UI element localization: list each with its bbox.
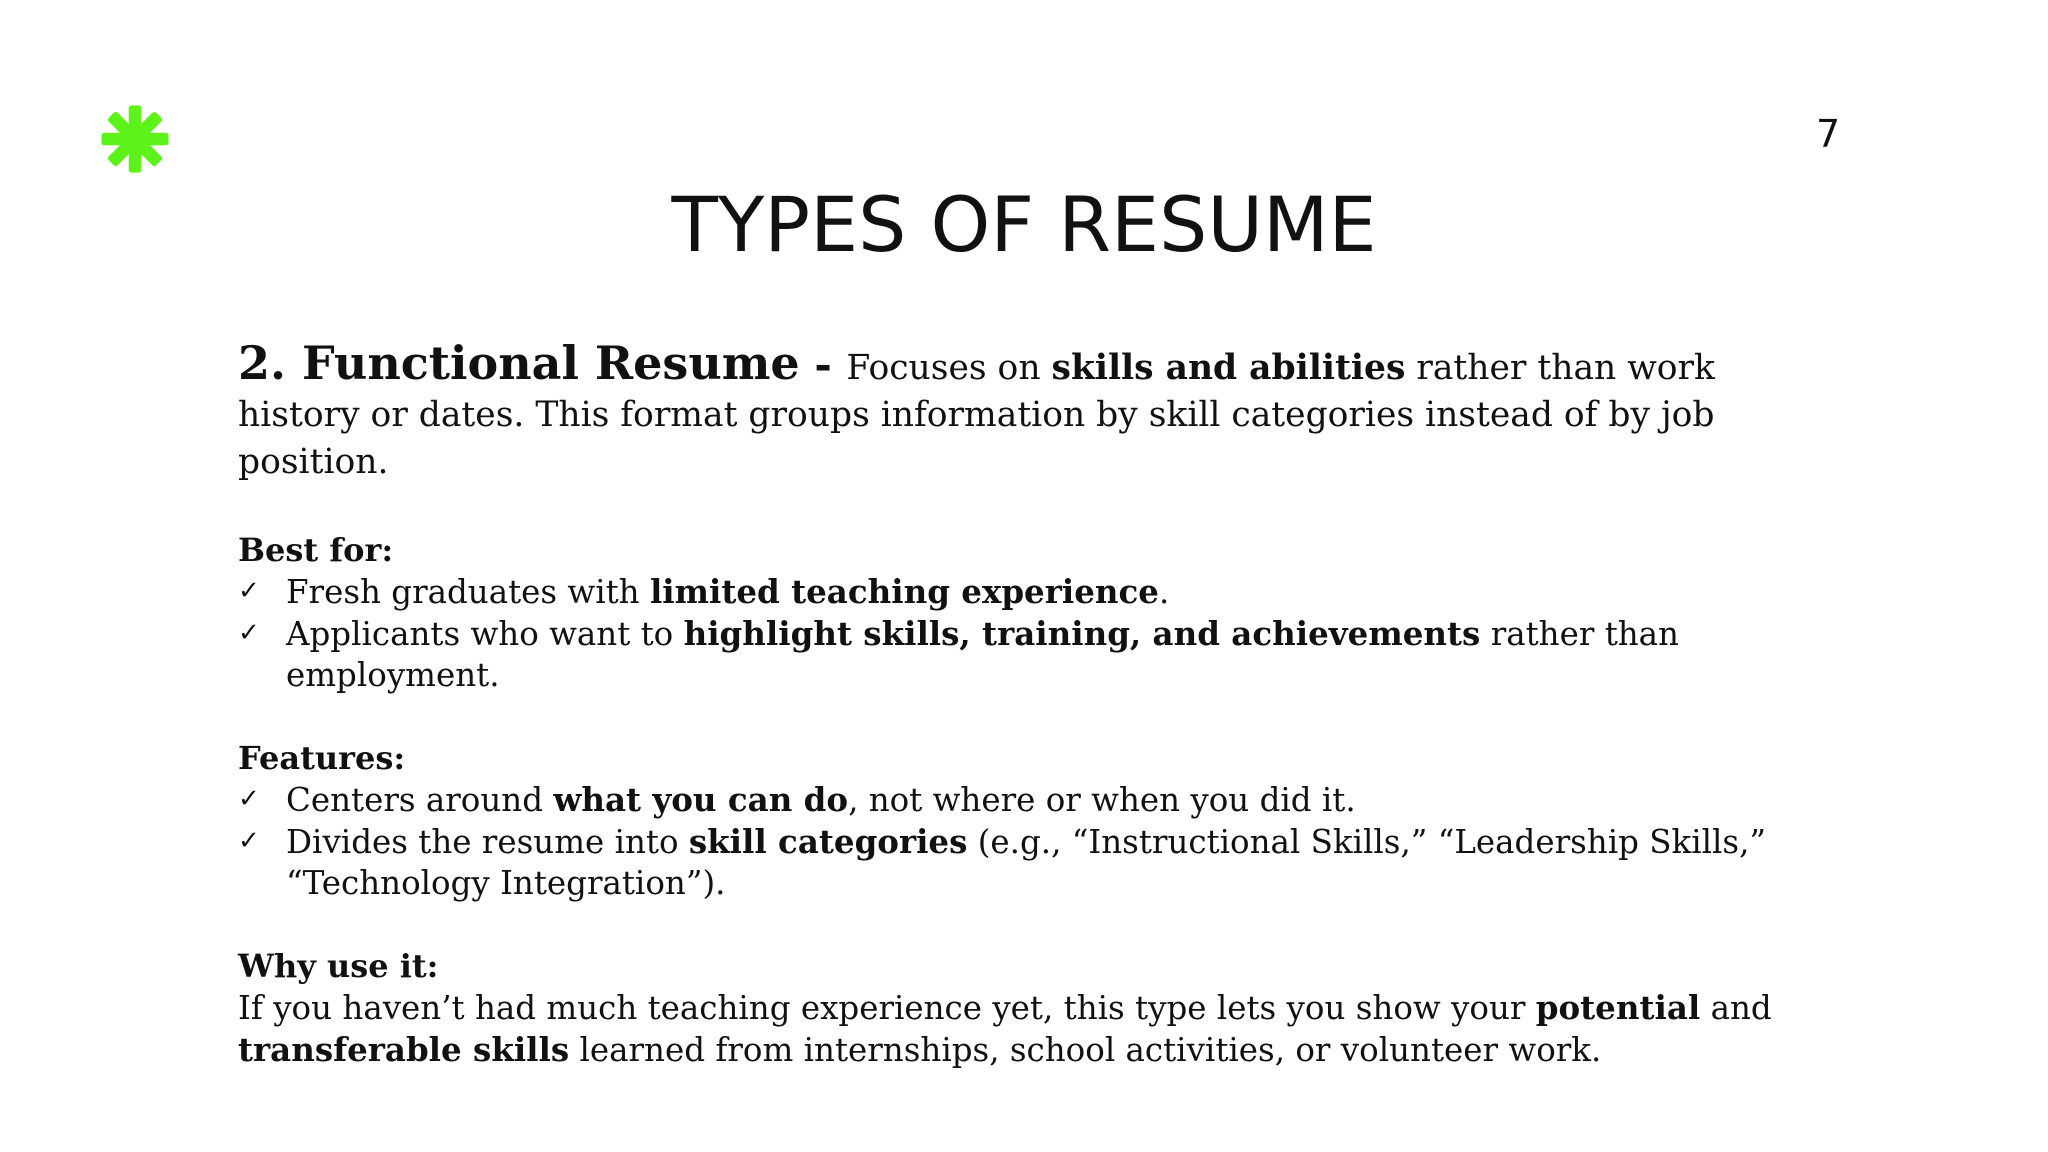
list-item [238, 613, 1798, 696]
section-heading: 2. Functional Resume [238, 336, 800, 390]
item-text-rest: . [1158, 573, 1170, 611]
intro-paragraph [238, 336, 1798, 486]
heading-dash: - [799, 340, 847, 389]
best-for-label: Best for: [238, 531, 394, 569]
item-text-rest: (e.g., “Instructional Skills,” “Leadership Skills,” “Technology Integration”). [286, 823, 1767, 902]
why-text-and: and [1700, 989, 1772, 1027]
intro-text-rest: rather than work history or dates. This format groups information by skill categories instead of by job position. [238, 348, 1715, 482]
best-for-list [238, 571, 1798, 696]
checkmark-icon: ✓ [238, 576, 260, 606]
why-paragraph [238, 987, 1798, 1071]
checkmark-icon: ✓ [238, 618, 260, 648]
item-bold: limited teaching experience [649, 572, 1159, 611]
checkmark-icon: ✓ [238, 784, 260, 814]
item-bold: skill categories [688, 822, 968, 861]
slide-title: TYPES OF RESUME [671, 180, 1377, 269]
list-item [238, 571, 1798, 613]
item-bold: highlight skills, training, and achievements [683, 614, 1481, 653]
item-text: Divides the resume into [286, 823, 689, 861]
item-text-rest: , not where or when you did it. [848, 781, 1356, 819]
item-text-rest: rather than employment. [286, 615, 1679, 694]
item-text: Centers around [286, 781, 554, 819]
slide-content [238, 336, 1798, 1071]
page-number: 7 [1816, 112, 1841, 156]
why-bold-transferable: transferable skills [238, 1030, 570, 1069]
why-label: Why use it: [238, 947, 439, 985]
features-section [238, 738, 1798, 904]
why-bold-potential: potential [1535, 988, 1701, 1027]
item-text: Applicants who want to [286, 615, 684, 653]
features-list [238, 779, 1798, 904]
checkmark-icon: ✓ [238, 826, 260, 856]
list-item [238, 779, 1798, 821]
intro-bold: skills and abilities [1051, 348, 1406, 388]
features-label: Features: [238, 739, 406, 777]
asterisk-icon [100, 104, 170, 174]
why-text-rest: learned from internships, school activities, or volunteer work. [569, 1031, 1602, 1069]
why-section [238, 946, 1798, 1071]
item-bold: what you can do [553, 780, 849, 819]
best-for-section [238, 530, 1798, 696]
item-text: Fresh graduates with [286, 573, 650, 611]
why-text: If you haven’t had much teaching experience yet, this type lets you show your [238, 989, 1536, 1027]
intro-text: Focuses on [846, 348, 1052, 388]
list-item [238, 821, 1798, 904]
